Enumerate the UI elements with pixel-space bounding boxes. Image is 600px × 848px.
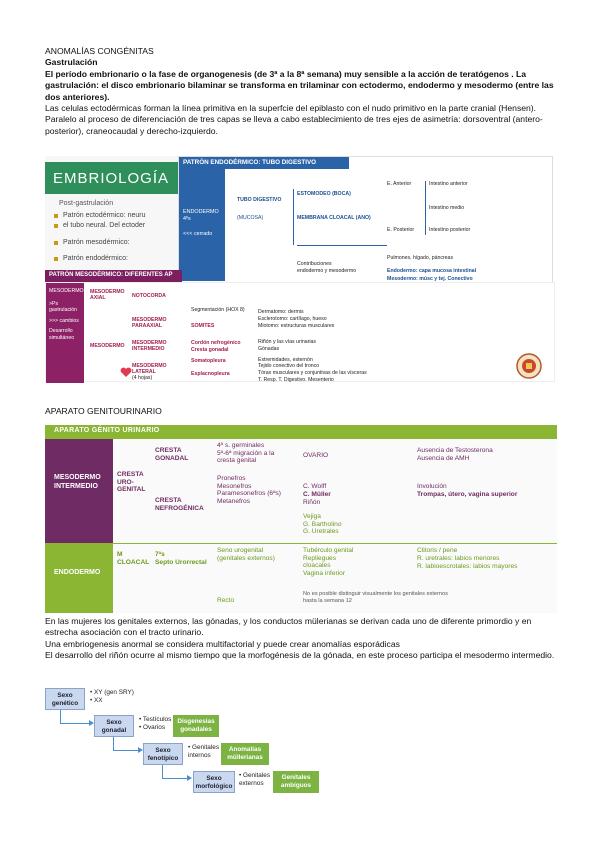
gonadal-desc [217, 442, 274, 465]
contribuciones-2: endodermo y mesodermo [297, 268, 357, 274]
mesodermo-side [46, 283, 84, 383]
slide-item-1: Patrón ectodérmico: neuru [63, 212, 146, 219]
notocorda: NOTOCORDA [132, 293, 166, 299]
am-2: müllerianas [227, 753, 263, 761]
dermatomo: Dermatomo: dermis [258, 309, 304, 315]
mesodermo-label: MESODERMO [90, 343, 125, 349]
sexo-gonadal-box [94, 715, 134, 737]
pulmones-label: Pulmones, hígado, páncreas [387, 255, 454, 261]
dg-2: gonadales [180, 725, 212, 733]
rinon-vias: Riñón y las vías urinarias [258, 339, 316, 345]
genetico-items [90, 689, 134, 705]
seno-2: (genitales externos) [217, 554, 275, 562]
agu-meso-1: MESODERMO [54, 474, 101, 481]
nd-3: Paramesonefros (6ªs) [217, 490, 282, 498]
mesodermo-intermedio: MESODERMO INTERMEDIO [132, 340, 167, 353]
testo-2: Ausencia de AMH [417, 454, 470, 462]
fi-1: • Genitales [188, 744, 220, 751]
c-wolff: C. Wolff [303, 483, 327, 490]
septo-1: 7ªs [155, 551, 165, 558]
cresta-gonadal [155, 447, 188, 462]
intestino-line [425, 181, 426, 235]
doc-title: ANOMALÍAS CONGÉNITAS [45, 46, 154, 56]
esplacnopleura: Esplacnopleura [191, 371, 230, 377]
outro-paragraph-1: En las mujeres los genitales externos, las gónadas, y los conductos mülerianas se derivan cada uno de diferente primordio y en estrecha asociación con el tracto urinario. [45, 616, 532, 638]
m-cloacal [117, 551, 149, 566]
septo [155, 551, 207, 566]
slide-item-3: Patrón endodérmico: [63, 255, 128, 262]
meso-side-5: Desarrollo [49, 328, 73, 335]
dg-1: Disgenesias [177, 718, 215, 725]
tuberculo [303, 547, 353, 577]
mesodermo-panel [45, 282, 555, 382]
r-uretrales: R. uretrales: labios menores [417, 555, 500, 562]
mesodermo-axial: MESODERMO AXIAL [90, 289, 125, 302]
rinon: Riñón [303, 499, 321, 506]
tubo-digestivo-label: TUBO DIGESTIVO [237, 197, 282, 203]
nefro-desc [217, 475, 281, 505]
sexo-morfologico-box [193, 771, 235, 793]
e-anterior-label: E. Anterior [387, 181, 412, 187]
mucosa-label: (MUCOSA) [237, 215, 264, 221]
mesodermo-lateral: MESODERMO LATERAL [132, 363, 167, 376]
embriologia-title: EMBRIOLOGÍA [45, 162, 185, 194]
arrow-3 [162, 765, 188, 779]
somites: SOMITES [191, 323, 215, 329]
tub-4: Vagina inferior [303, 569, 346, 577]
branch-line [293, 189, 294, 245]
intestino-posterior: Intestino posterior [429, 227, 471, 233]
mi-2: externos [239, 779, 264, 787]
agu-endodermo: ENDODERMO [45, 543, 113, 613]
sm-1: Sexo [206, 775, 222, 782]
intestino-anterior: Intestino anterior [429, 181, 468, 187]
slide-item-2: Patrón mesodérmico: [63, 239, 130, 246]
meso-side-3: gastrulación [49, 307, 77, 314]
clitoris [417, 547, 457, 555]
anomalias-box [221, 743, 269, 765]
gonadal-items [139, 716, 171, 732]
sm-2: morfológico [195, 782, 233, 790]
ga-1: Genitales [281, 774, 311, 781]
contribuciones-1: Contribuciones [297, 261, 332, 267]
sf-2: fenotípico [147, 754, 179, 762]
gd-1: 4ª s. germinales [217, 442, 265, 449]
arrow-2 [113, 737, 139, 751]
cn-2: NEFROGÉNICA [155, 504, 204, 512]
sg-2: genético [51, 699, 79, 707]
mesodermo-paraaxial: MESODERMO PARAAXIAL [132, 317, 167, 330]
nd-1: Pronefros [217, 475, 246, 482]
vejiga-3: G. Uretrales [303, 528, 339, 536]
esclerotomo: Esclerotomo: cartílago, hueso [258, 316, 327, 322]
cresta-nefrogenica [155, 497, 204, 512]
endo-side-line-2: 4ºs [183, 216, 191, 222]
cresta-uro-1: CRESTA [117, 471, 144, 478]
mc-1: M [117, 551, 123, 558]
tub-2: Repliegues [303, 554, 336, 562]
gonadas: Gónadas [258, 346, 280, 352]
fi-2: internos [188, 751, 211, 759]
post-gastrulacion-label: Post-gastrulación [59, 200, 114, 207]
intro-section [45, 46, 565, 137]
intro-paragraph-1: El período embrionario o la fase de organogenesis (de 3ª a la 8ª semana) muy sensible a la acción de teratógenos . La gastrulación: el disco embrionario bilaminar se transforma en trilaminar con ectodermo, endodermo y mesodermo (entre las dos anteriores). [45, 68, 554, 102]
disgenesias-box [173, 715, 219, 737]
vejiga-2: G. Bartholino [303, 520, 342, 528]
agu-separator [113, 543, 557, 544]
tub-1: Tubérculo genital [303, 547, 354, 554]
c-muller: C. Müller [303, 491, 331, 498]
outro-section [45, 616, 565, 662]
sec2-title: APARATO GENITOURINARIO [45, 406, 162, 416]
outro-paragraph-2: Una embriogenesis anormal se considera multifactorial y puede crear anomalías esporádicas [45, 638, 400, 649]
endodermo-capa: Endodermo: capa mucosa intestinal [387, 268, 477, 274]
vejiga-1: Vejiga [303, 513, 321, 520]
sg-1: Sexo [57, 692, 73, 699]
mc-2: CLOACAL [117, 558, 150, 566]
agu-mesodermo [45, 439, 113, 543]
embriologia-figure [45, 156, 555, 382]
gd-2: 5ª-6ª migración a la [217, 449, 275, 457]
nd-4: Metanefros [217, 497, 250, 505]
sgo-1: Sexo [106, 719, 122, 726]
seno-urogenital [217, 547, 275, 562]
no-posible [303, 591, 448, 605]
agu-header [45, 425, 557, 439]
vejiga [303, 513, 341, 536]
testosterona [417, 447, 493, 462]
sexo-diagram [45, 685, 565, 815]
genitales-ambiguos-box [273, 771, 319, 793]
cresta-uro-3: GENITAL [117, 486, 146, 494]
np-2: hasta la semana 12 [303, 597, 352, 604]
mesodermo-capa: Mesodermo: músc y tej. Conectivo [387, 276, 473, 282]
aparato-genitourinario-figure [45, 425, 557, 613]
morfologico-items [239, 772, 270, 788]
intro-paragraph-2: Las celulas ectodérmicas forman la línea primitiva en la superfcie del epiblasto con el nudo primitivo en la parte cranial (Hensen). [45, 103, 537, 114]
recto: Recto [217, 597, 235, 604]
somatopleura: Somatopleura [191, 358, 226, 364]
endodermo-side [179, 169, 225, 281]
fenotipico-items [188, 744, 219, 760]
ga-2: ambiguos [280, 781, 312, 789]
heart-icon [120, 367, 132, 378]
clitoris-text: Clitoris / pene [417, 547, 458, 554]
cresta-urogenital [117, 471, 145, 494]
intestino-medio: Intestino medio [429, 205, 465, 211]
septo-2: Septo Urorrectal [155, 558, 207, 566]
cresta-uro-2: URO- [117, 478, 134, 486]
university-seal-icon [516, 353, 542, 379]
arrow-1 [60, 710, 90, 724]
ovario: OVARIO [303, 452, 329, 459]
tub-3: cloacales [303, 562, 331, 570]
sf-1: Sexo [155, 747, 171, 754]
meso-side-2: >Ps [49, 300, 59, 307]
gastrulacion-subtitle: Gastrulación [45, 57, 98, 68]
intro-paragraph-3: Paralelo al proceso de diferenciación de tres capas se lleva a cabo establecimiento de tres ejes de asimetría: dorsoventral (antero-posterior), craneocaudal y derecho-izquierdo. [45, 114, 543, 136]
cg-2: GONADAL [155, 454, 189, 462]
trompas: Trompas, útero, vagina superior [417, 491, 518, 498]
involucion: Involución [417, 483, 447, 490]
gi-1: • XY (gen SRY) [90, 689, 134, 696]
cg-1: CRESTA [155, 447, 182, 454]
sexo-fenotipico-box [143, 743, 183, 765]
cordon-nefrogenico: Cordón nefrogénico [191, 340, 241, 346]
outro-paragraph-3: El desarrollo del riñón ocurre al mismo tiempo que la morfogénesis de la gónada, en este proceso participa el mesodermo intermedio. [45, 650, 555, 661]
np-1: No es posible distinguir visualmente los genitales externos [303, 591, 448, 597]
extremidades: Extremidades, esternón [258, 357, 313, 363]
meso-side-6: simultáneo [49, 334, 75, 341]
mesodermo-header: PATRÓN MESODÉRMICO: DIFERENTES AP [45, 270, 182, 282]
cresta-gonadal-small: Cresta gonadal [191, 347, 229, 353]
base-line [297, 245, 387, 246]
seno-1: Seno urogenital [217, 547, 264, 554]
r-labioescrotales: R. labioescrotales: labios mayores [417, 563, 518, 570]
t-resp: T. Resp. T. Digestivo. Mesenterio [258, 377, 334, 383]
am-1: Anomalías [228, 746, 262, 753]
tejido-conectivo: Tejido conectivo del tronco [258, 363, 320, 369]
estomodeo-label: ESTOMODEO (BOCA) [297, 191, 351, 197]
meso-side-1: MESODERMO [49, 288, 84, 294]
torax-musculares: Tórax musculares y conjuntivas de las vísceras [258, 370, 367, 376]
nd-2: Mesonefros [217, 482, 252, 490]
agu-meso-2: INTERMEDIO [54, 483, 98, 490]
endo-side-line-1: ENDODERMO [183, 209, 219, 215]
testo-1: Ausencia de Testosterona [417, 447, 493, 454]
membrana-label: MEMBRANA CLOACAL (ANO) [297, 215, 371, 221]
endodermo-header: PATRÓN ENDODÉRMICO: TUBO DIGESTIVO [179, 157, 349, 169]
sexo-genetico-box [45, 688, 85, 710]
sgo-2: gonadal [101, 726, 127, 734]
gi-2: • XX [90, 696, 103, 704]
endo-side-spacer [183, 223, 222, 231]
gd-3: cresta genital [217, 457, 257, 465]
segmentacion-label: Segmentación (HOX 8) [191, 307, 245, 313]
endo-side-line-3: <<< cerrado [183, 231, 213, 237]
goi-2: • Ovarios [139, 723, 166, 731]
goi-1: • Testículos [139, 716, 172, 723]
miotomo: Miotomo: estructuras musculares [258, 323, 335, 329]
endodermo-panel [178, 156, 553, 291]
slide-item-1b: el tubo neural. Del ectoder [63, 222, 146, 229]
meso-side-4: >>> cambios [49, 317, 79, 324]
mi-1: • Genitales [239, 772, 271, 779]
e-posterior-label: E. Posterior [387, 227, 415, 233]
cn-1: CRESTA [155, 497, 182, 504]
agu-header-text: APARATO GÉNITO URINARIO [54, 427, 160, 434]
cuatro-hojas: (4 hojas) [132, 375, 153, 381]
